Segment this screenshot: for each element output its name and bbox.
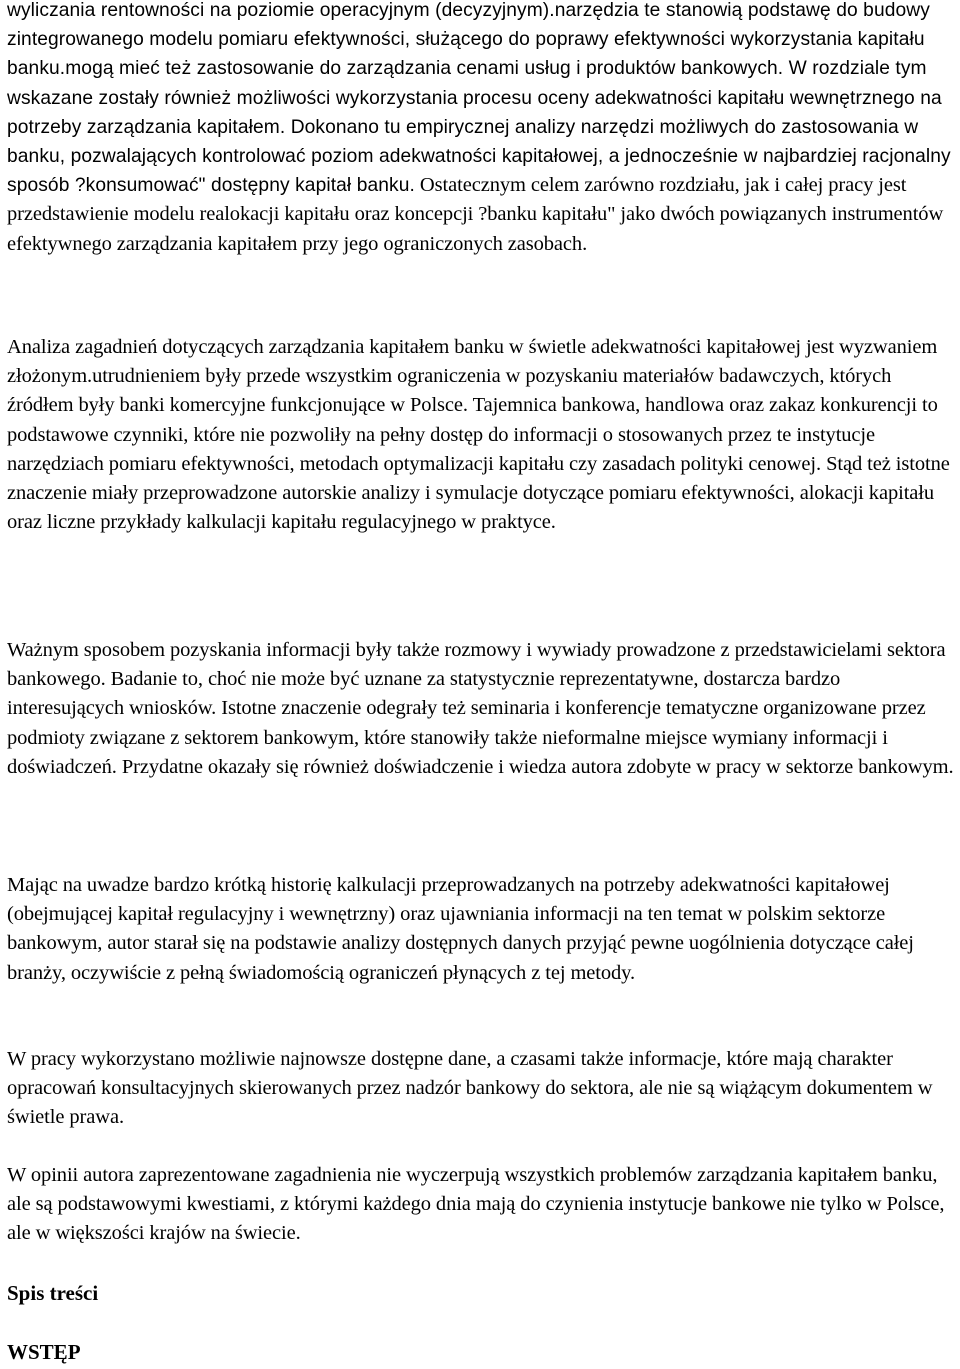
paragraph-4: Mając na uwadze bardzo krótką historię kalkulacji przeprowadzanych na potrzeby adekwatności kapitałowej (obejmującej kapitał regulacyjny i wewnętrzny) oraz ujawniania informacji na ten temat w polskim sektorze bankowym, autor starał się na podstawie analizy dostępnych danych przyjąć pewne uogólnienia dotyczące całej branży, oczywiście z pełną świadomością ograniczeń płynących z tej metody. xyxy=(7,874,914,984)
table-of-contents-heading: Spis treści xyxy=(7,1281,99,1305)
paragraph-1 xyxy=(7,0,957,259)
paragraph-2: Analiza zagadnień dotyczących zarządzania kapitałem banku w świetle adekwatności kapitałowej jest wyzwaniem złożonym.utrudnieniem były przede wszystkim ograniczenia w pozyskaniu materiałów badawczych, których źródłem były banki komercyjne funkcjonujące w Polsce. Tajemnica bankowa, handlowa oraz zakaz konkurencji to podstawowe czynniki, które nie pozwoliły na pełny dostęp do informacji o stosowanych przez te instytucje narzędziach pomiaru efektywności, metodach optymalizacji kapitału czy zasadach polityki cenowej. Stąd też istotne znaczenie miały przeprowadzone autorskie analizy i symulacje dotyczące pomiaru efektywności, alokacji kapitału oraz liczne przykłady kalkulacji kapitału regulacyjnego w praktyce. xyxy=(7,336,950,534)
paragraph-1-serif-part: Ostatecznym celem zarówno rozdziału, jak i całej pracy jest przedstawienie modelu realokacji kapitału oraz koncepcji ?banku kapitału" jako dwóch powiązanych instrumentów efektywnego zarządzania kapitałem przy jego ograniczonych zasobach. xyxy=(7,174,944,255)
introduction-heading: WSTĘP xyxy=(7,1340,81,1364)
paragraph-6: W opinii autora zaprezentowane zagadnienia nie wyczerpują wszystkich problemów zarządzania kapitałem banku, ale są podstawowymi kwestiami, z którymi każdego dnia mają do czynienia instytucje bankowe nie tylko w Polsce, ale w większości krajów na świecie. xyxy=(7,1164,945,1245)
paragraph-5: W pracy wykorzystano możliwie najnowsze dostępne dane, a czasami także informacje, które mają charakter opracowań konsultacyjnych skierowanych przez nadzór bankowy do sektora, ale nie są wiążącym dokumentem w świetle prawa. xyxy=(7,1048,933,1129)
paragraph-3: Ważnym sposobem pozyskania informacji były także rozmowy i wywiady prowadzone z przedstawicielami sektora bankowego. Badanie to, choć nie może być uznane za statystycznie reprezentatywne, dostarcza bardzo interesujących wniosków. Istotne znaczenie odegrały też seminaria i konferencje tematyczne organizowane przez podmioty związane z sektorem bankowym, które stanowiły także nieformalne miejsce wymiany informacji i doświadczeń. Przydatne okazały się również doświadczenie i wiedza autora zdobyte w pracy w sektorze bankowym. xyxy=(7,639,954,778)
paragraph-1-sans-part: wyliczania rentowności na poziomie operacyjnym (decyzyjnym).narzędzia te stanowią podstawę do budowy zintegrowanego modelu pomiaru efektywności, służącego do poprawy efektywności wykorzystania kapitału banku.mogą mieć też zastosowanie do zarządzania cenami usług i produktów bankowych. W rozdziale tym wskazane zostały również możliwości wykorzystania procesu oceny adekwatności kapitału wewnętrznego na potrzeby zarządzania kapitałem. Dokonano tu empirycznej analizy narzędzi możliwych do zastosowania w banku, pozwalających kontrolować poziom adekwatności kapitałowej, a jednocześnie w najbardziej racjonalny sposób ?konsumować" dostępny kapitał banku. xyxy=(7,0,951,197)
